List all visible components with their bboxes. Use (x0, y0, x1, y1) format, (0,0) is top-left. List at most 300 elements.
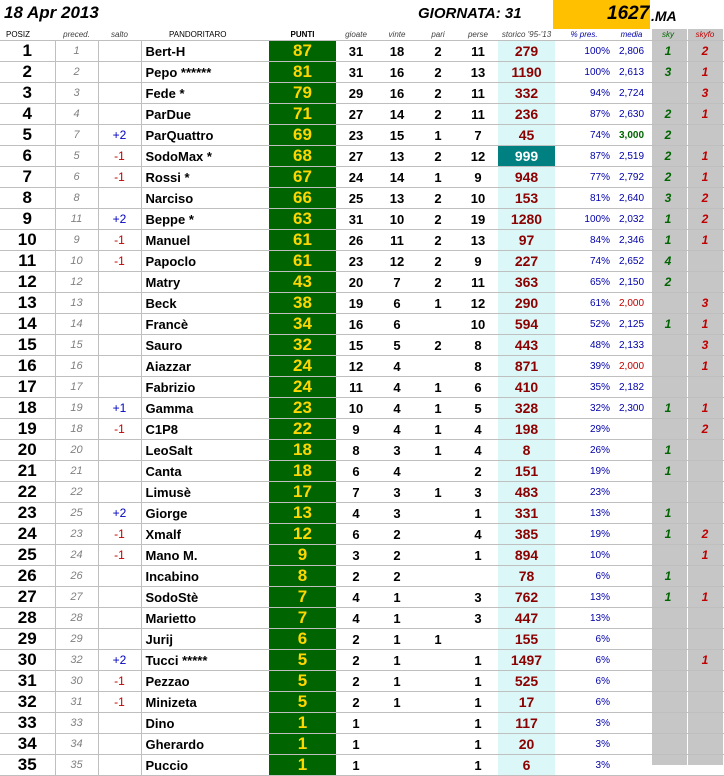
presence-cell: 10% (555, 545, 613, 566)
average-cell: 2,792 (613, 167, 650, 188)
played-cell: 1 (336, 755, 376, 776)
sky-cell (650, 419, 686, 440)
table-row (0, 503, 724, 524)
drawn-cell: 1 (418, 419, 458, 440)
sky-cell: 1 (650, 566, 686, 587)
jump-cell (98, 272, 141, 293)
played-cell: 23 (336, 251, 376, 272)
lost-cell: 1 (458, 755, 498, 776)
table-row (0, 692, 724, 713)
presence-cell: 6% (555, 671, 613, 692)
won-cell: 12 (376, 251, 418, 272)
previous-position-cell: 12 (55, 272, 98, 293)
lost-cell: 7 (458, 125, 498, 146)
jump-cell: -1 (98, 545, 141, 566)
position-cell: 1 (0, 41, 55, 62)
drawn-cell: 1 (418, 125, 458, 146)
historic-cell: 155 (498, 629, 555, 650)
col-header-pari: pari (418, 29, 458, 41)
table-row (0, 293, 724, 314)
points-cell: 22 (269, 419, 336, 440)
previous-position-cell: 5 (55, 146, 98, 167)
sky-cell: 1 (650, 230, 686, 251)
historic-cell: 8 (498, 440, 555, 461)
player-name-cell: ParQuattro (141, 125, 269, 146)
won-cell: 1 (376, 608, 418, 629)
drawn-cell: 2 (418, 41, 458, 62)
points-cell: 43 (269, 272, 336, 293)
drawn-cell (418, 755, 458, 776)
drawn-cell: 2 (418, 62, 458, 83)
won-cell: 6 (376, 314, 418, 335)
table-row (0, 629, 724, 650)
points-cell: 6 (269, 629, 336, 650)
lost-cell: 1 (458, 545, 498, 566)
previous-position-cell: 14 (55, 314, 98, 335)
previous-position-cell: 31 (55, 692, 98, 713)
drawn-cell (418, 461, 458, 482)
skyfo-cell: 1 (686, 167, 724, 188)
position-cell: 26 (0, 566, 55, 587)
table-row (0, 566, 724, 587)
skyfo-cell (686, 461, 724, 482)
points-cell: 8 (269, 566, 336, 587)
player-name-cell: Papoclo (141, 251, 269, 272)
skyfo-cell: 1 (686, 314, 724, 335)
played-cell: 7 (336, 482, 376, 503)
historic-cell: 20 (498, 734, 555, 755)
previous-position-cell: 7 (55, 125, 98, 146)
played-cell: 9 (336, 419, 376, 440)
previous-position-cell: 30 (55, 671, 98, 692)
drawn-cell: 2 (418, 272, 458, 293)
played-cell: 3 (336, 545, 376, 566)
played-cell: 15 (336, 335, 376, 356)
jump-cell (98, 104, 141, 125)
average-cell (613, 713, 650, 734)
historic-cell: 227 (498, 251, 555, 272)
won-cell: 2 (376, 545, 418, 566)
drawn-cell (418, 566, 458, 587)
points-cell: 5 (269, 671, 336, 692)
previous-position-cell: 8 (55, 188, 98, 209)
col-header-storico: storico '95-'13 (498, 29, 555, 41)
col-header-preced: preced. (55, 29, 98, 41)
average-cell: 2,652 (613, 251, 650, 272)
points-cell: 5 (269, 692, 336, 713)
sky-cell: 1 (650, 398, 686, 419)
lost-cell: 4 (458, 524, 498, 545)
played-cell: 31 (336, 209, 376, 230)
previous-position-cell: 33 (55, 713, 98, 734)
lost-cell: 1 (458, 671, 498, 692)
table-row (0, 146, 724, 167)
played-cell: 27 (336, 146, 376, 167)
lost-cell: 1 (458, 692, 498, 713)
col-header-name: PANDORITARO (141, 29, 269, 41)
average-cell: 2,724 (613, 83, 650, 104)
date-label: 18 Apr 2013 (4, 3, 99, 22)
historic-cell: 999 (498, 146, 555, 167)
jump-cell: +2 (98, 209, 141, 230)
position-cell: 10 (0, 230, 55, 251)
drawn-cell: 1 (418, 167, 458, 188)
skyfo-cell: 1 (686, 650, 724, 671)
lost-cell: 9 (458, 167, 498, 188)
previous-position-cell: 35 (55, 755, 98, 776)
played-cell: 2 (336, 629, 376, 650)
jump-cell (98, 608, 141, 629)
played-cell: 29 (336, 83, 376, 104)
historic-cell: 443 (498, 335, 555, 356)
historic-cell: 236 (498, 104, 555, 125)
skyfo-cell: 2 (686, 209, 724, 230)
position-cell: 24 (0, 524, 55, 545)
won-cell: 1 (376, 629, 418, 650)
historic-cell: 45 (498, 125, 555, 146)
drawn-cell: 1 (418, 293, 458, 314)
skyfo-cell: 1 (686, 230, 724, 251)
lost-cell: 11 (458, 83, 498, 104)
jump-cell (98, 755, 141, 776)
drawn-cell: 2 (418, 251, 458, 272)
lost-cell: 9 (458, 251, 498, 272)
previous-position-cell: 20 (55, 440, 98, 461)
lost-cell: 12 (458, 293, 498, 314)
previous-position-cell: 4 (55, 104, 98, 125)
lost-cell: 8 (458, 356, 498, 377)
jump-cell (98, 734, 141, 755)
previous-position-cell: 22 (55, 482, 98, 503)
points-cell: 7 (269, 608, 336, 629)
points-cell: 68 (269, 146, 336, 167)
drawn-cell: 1 (418, 377, 458, 398)
drawn-cell: 1 (418, 629, 458, 650)
average-cell (613, 524, 650, 545)
won-cell: 2 (376, 566, 418, 587)
sky-cell: 2 (650, 125, 686, 146)
presence-cell: 84% (555, 230, 613, 251)
won-cell: 1 (376, 650, 418, 671)
jump-cell: +2 (98, 650, 141, 671)
col-header-punti: PUNTI (269, 29, 336, 41)
drawn-cell (418, 524, 458, 545)
won-cell: 3 (376, 440, 418, 461)
previous-position-cell: 27 (55, 587, 98, 608)
won-cell: 1 (376, 587, 418, 608)
sky-cell (650, 692, 686, 713)
skyfo-cell (686, 755, 724, 776)
historic-cell: 594 (498, 314, 555, 335)
played-cell: 2 (336, 692, 376, 713)
presence-cell: 87% (555, 104, 613, 125)
jump-cell (98, 377, 141, 398)
sky-cell: 1 (650, 503, 686, 524)
jump-cell (98, 41, 141, 62)
standings-table (0, 29, 724, 776)
previous-position-cell: 34 (55, 734, 98, 755)
position-cell: 34 (0, 734, 55, 755)
average-cell (613, 629, 650, 650)
jump-cell (98, 293, 141, 314)
sky-cell: 1 (650, 524, 686, 545)
sky-cell: 1 (650, 461, 686, 482)
lost-cell: 4 (458, 440, 498, 461)
lost-cell: 3 (458, 608, 498, 629)
previous-position-cell: 23 (55, 524, 98, 545)
presence-cell: 52% (555, 314, 613, 335)
position-cell: 2 (0, 62, 55, 83)
average-cell (613, 545, 650, 566)
played-cell: 6 (336, 524, 376, 545)
average-cell: 2,630 (613, 104, 650, 125)
jump-cell: -1 (98, 692, 141, 713)
table-row (0, 671, 724, 692)
lost-cell (458, 629, 498, 650)
average-cell: 2,000 (613, 293, 650, 314)
presence-cell: 13% (555, 608, 613, 629)
position-cell: 4 (0, 104, 55, 125)
previous-position-cell: 1 (55, 41, 98, 62)
position-cell: 18 (0, 398, 55, 419)
presence-cell: 6% (555, 629, 613, 650)
average-cell: 2,640 (613, 188, 650, 209)
drawn-cell (418, 545, 458, 566)
presence-cell: 19% (555, 524, 613, 545)
lost-cell: 11 (458, 272, 498, 293)
player-name-cell: Narciso (141, 188, 269, 209)
historic-cell: 198 (498, 419, 555, 440)
previous-position-cell: 32 (55, 650, 98, 671)
played-cell: 26 (336, 230, 376, 251)
skyfo-cell: 2 (686, 524, 724, 545)
position-cell: 29 (0, 629, 55, 650)
previous-position-cell: 29 (55, 629, 98, 650)
player-name-cell: Incabino (141, 566, 269, 587)
drawn-cell (418, 671, 458, 692)
lost-cell: 13 (458, 230, 498, 251)
skyfo-cell (686, 503, 724, 524)
jump-cell (98, 713, 141, 734)
player-name-cell: Aiazzar (141, 356, 269, 377)
skyfo-cell: 2 (686, 419, 724, 440)
points-cell: 63 (269, 209, 336, 230)
presence-cell: 74% (555, 125, 613, 146)
drawn-cell (418, 692, 458, 713)
skyfo-cell (686, 482, 724, 503)
historic-cell: 525 (498, 671, 555, 692)
historic-cell: 447 (498, 608, 555, 629)
sky-cell: 1 (650, 41, 686, 62)
jump-cell: -1 (98, 419, 141, 440)
presence-cell: 74% (555, 251, 613, 272)
average-cell: 2,613 (613, 62, 650, 83)
historic-cell: 894 (498, 545, 555, 566)
presence-cell: 3% (555, 713, 613, 734)
played-cell: 1 (336, 713, 376, 734)
won-cell: 13 (376, 188, 418, 209)
won-cell: 16 (376, 62, 418, 83)
sky-cell (650, 83, 686, 104)
previous-position-cell: 28 (55, 608, 98, 629)
points-cell: 1 (269, 713, 336, 734)
won-cell: 11 (376, 230, 418, 251)
jump-cell: +2 (98, 125, 141, 146)
skyfo-cell (686, 251, 724, 272)
skyfo-cell: 1 (686, 545, 724, 566)
jump-cell (98, 461, 141, 482)
presence-cell: 6% (555, 692, 613, 713)
jump-cell (98, 83, 141, 104)
sky-cell (650, 755, 686, 776)
sky-cell (650, 608, 686, 629)
played-cell: 24 (336, 167, 376, 188)
score-value: 1627 (607, 3, 650, 24)
player-name-cell: Bert-H (141, 41, 269, 62)
jump-cell (98, 440, 141, 461)
position-cell: 8 (0, 188, 55, 209)
played-cell: 1 (336, 734, 376, 755)
jump-cell: +1 (98, 398, 141, 419)
skyfo-cell (686, 272, 724, 293)
table-row (0, 398, 724, 419)
sky-cell: 1 (650, 440, 686, 461)
lost-cell: 6 (458, 377, 498, 398)
historic-cell: 151 (498, 461, 555, 482)
player-name-cell: LeoSalt (141, 440, 269, 461)
player-name-cell: SodoMax * (141, 146, 269, 167)
table-row (0, 230, 724, 251)
average-cell (613, 692, 650, 713)
historic-cell: 1190 (498, 62, 555, 83)
position-cell: 33 (0, 713, 55, 734)
previous-position-cell: 19 (55, 398, 98, 419)
presence-cell: 100% (555, 209, 613, 230)
won-cell (376, 734, 418, 755)
points-cell: 69 (269, 125, 336, 146)
average-cell (613, 650, 650, 671)
sky-cell: 2 (650, 146, 686, 167)
points-cell: 17 (269, 482, 336, 503)
sky-cell (650, 482, 686, 503)
jump-cell (98, 314, 141, 335)
player-name-cell: Xmalf (141, 524, 269, 545)
drawn-cell (418, 713, 458, 734)
won-cell: 4 (376, 356, 418, 377)
historic-cell: 948 (498, 167, 555, 188)
position-cell: 20 (0, 440, 55, 461)
points-cell: 24 (269, 356, 336, 377)
position-cell: 9 (0, 209, 55, 230)
skyfo-cell (686, 608, 724, 629)
points-cell: 23 (269, 398, 336, 419)
player-name-cell: Matry (141, 272, 269, 293)
historic-cell: 331 (498, 503, 555, 524)
col-header-perse: perse (458, 29, 498, 41)
average-cell: 2,300 (613, 398, 650, 419)
points-cell: 1 (269, 755, 336, 776)
skyfo-cell: 1 (686, 398, 724, 419)
won-cell: 3 (376, 482, 418, 503)
average-cell: 2,150 (613, 272, 650, 293)
jump-cell: -1 (98, 146, 141, 167)
position-cell: 16 (0, 356, 55, 377)
won-cell: 14 (376, 167, 418, 188)
jump-cell (98, 356, 141, 377)
jump-cell (98, 188, 141, 209)
sky-cell (650, 335, 686, 356)
lost-cell: 10 (458, 188, 498, 209)
average-cell (613, 482, 650, 503)
player-name-cell: Gamma (141, 398, 269, 419)
table-row (0, 41, 724, 62)
won-cell: 4 (376, 419, 418, 440)
drawn-cell: 2 (418, 188, 458, 209)
lost-cell: 8 (458, 335, 498, 356)
drawn-cell: 1 (418, 398, 458, 419)
won-cell: 14 (376, 104, 418, 125)
previous-position-cell: 6 (55, 167, 98, 188)
presence-cell: 13% (555, 587, 613, 608)
points-cell: 32 (269, 335, 336, 356)
lost-cell: 19 (458, 209, 498, 230)
player-name-cell: Puccio (141, 755, 269, 776)
table-row (0, 62, 724, 83)
header-row (0, 29, 724, 41)
won-cell (376, 755, 418, 776)
player-name-cell: Giorge (141, 503, 269, 524)
historic-cell: 363 (498, 272, 555, 293)
historic-cell: 871 (498, 356, 555, 377)
played-cell: 20 (336, 272, 376, 293)
sky-cell (650, 293, 686, 314)
historic-cell: 762 (498, 587, 555, 608)
position-cell: 6 (0, 146, 55, 167)
historic-cell: 117 (498, 713, 555, 734)
skyfo-cell (686, 377, 724, 398)
historic-cell: 279 (498, 41, 555, 62)
played-cell: 31 (336, 62, 376, 83)
skyfo-cell (686, 734, 724, 755)
sky-cell: 1 (650, 314, 686, 335)
played-cell: 31 (336, 41, 376, 62)
position-cell: 15 (0, 335, 55, 356)
lost-cell: 11 (458, 104, 498, 125)
player-name-cell: Manuel (141, 230, 269, 251)
previous-position-cell: 10 (55, 251, 98, 272)
drawn-cell: 2 (418, 335, 458, 356)
position-cell: 7 (0, 167, 55, 188)
presence-cell: 32% (555, 398, 613, 419)
presence-cell: 65% (555, 272, 613, 293)
jump-cell: -1 (98, 524, 141, 545)
player-name-cell: Beck (141, 293, 269, 314)
col-header-vinte: vinte (376, 29, 418, 41)
historic-cell: 290 (498, 293, 555, 314)
jump-cell (98, 587, 141, 608)
lost-cell: 11 (458, 41, 498, 62)
presence-cell: 29% (555, 419, 613, 440)
jump-cell: -1 (98, 671, 141, 692)
sky-cell: 3 (650, 188, 686, 209)
average-cell (613, 566, 650, 587)
sky-cell (650, 650, 686, 671)
table-row (0, 545, 724, 566)
skyfo-cell (686, 125, 724, 146)
played-cell: 16 (336, 314, 376, 335)
previous-position-cell: 24 (55, 545, 98, 566)
table-row (0, 251, 724, 272)
